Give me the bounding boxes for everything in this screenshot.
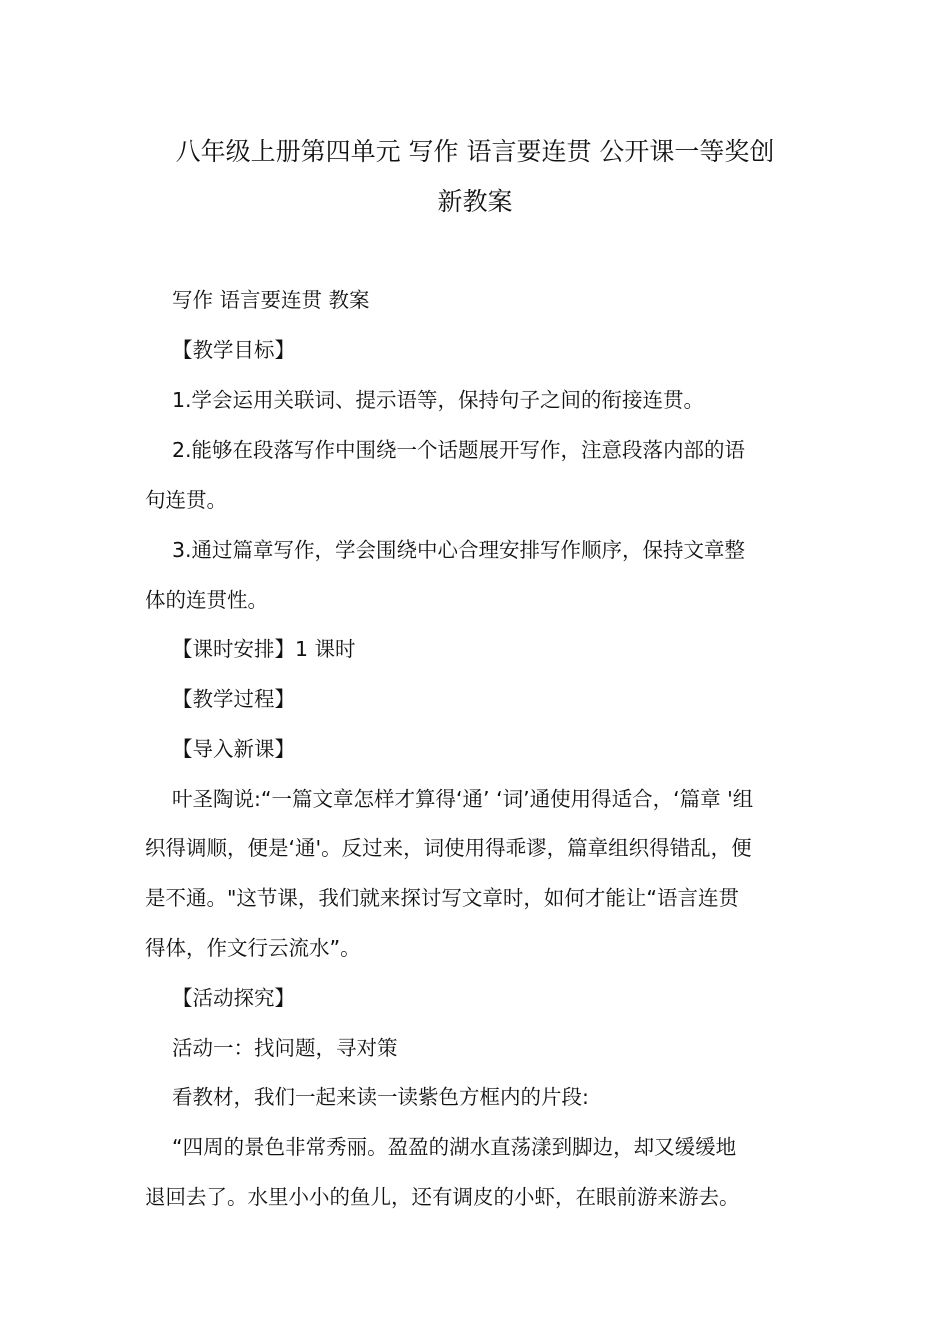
document-title [145, 127, 805, 227]
objective-1: 1.学会运用关联词、提示语等，保持句子之间的衔接连贯。 [172, 388, 705, 412]
objective-2-line-1: 2.能够在段落写作中围绕一个话题展开写作，注意段落内部的语 [172, 438, 746, 462]
intro-paragraph-line-1: 叶圣陶说:“一篇文章怎样才算得‘通’ ‘词’通使用得适合，‘篇章 '组 [172, 787, 754, 811]
activity-one-heading: 活动一：找问题，寻对策 [172, 1036, 398, 1060]
section-heading-objectives: 【教学目标】 [172, 338, 295, 362]
section-heading-activity: 【活动探究】 [172, 986, 295, 1010]
intro-paragraph-line-3: 是不通。"这节课，我们就来探讨写文章时，如何才能让“语言连贯 [145, 886, 740, 910]
activity-one-instruction: 看教材，我们一起来读一读紫色方框内的片段: [172, 1085, 589, 1109]
objective-3-line-2: 体的连贯性。 [145, 588, 268, 612]
title-line-1: 八年级上册第四单元 写作 语言要连贯 公开课一等奖创 [175, 137, 775, 166]
objective-3-line-1: 3.通过篇章写作，学会围绕中心合理安排写作顺序，保持文章整 [172, 538, 746, 562]
section-heading-schedule: 【课时安排】1 课时 [172, 637, 356, 661]
objective-2-line-2: 句连贯。 [145, 488, 227, 512]
intro-paragraph-line-4: 得体，作文行云流水”。 [145, 936, 361, 960]
section-heading-process: 【教学过程】 [172, 687, 295, 711]
subtitle: 写作 语言要连贯 教案 [172, 288, 370, 312]
intro-paragraph-line-2: 织得调顺，便是‘通'。反过来，词使用得乖谬，篇章组织得错乱，便 [145, 836, 752, 860]
title-line-2: 新教案 [437, 187, 513, 216]
excerpt-line-1: “四周的景色非常秀丽。盈盈的湖水直荡漾到脚边，却又缓缓地 [172, 1135, 737, 1159]
excerpt-line-2: 退回去了。水里小小的鱼儿，还有调皮的小虾，在眼前游来游去。 [145, 1185, 740, 1209]
section-heading-intro: 【导入新课】 [172, 737, 295, 761]
